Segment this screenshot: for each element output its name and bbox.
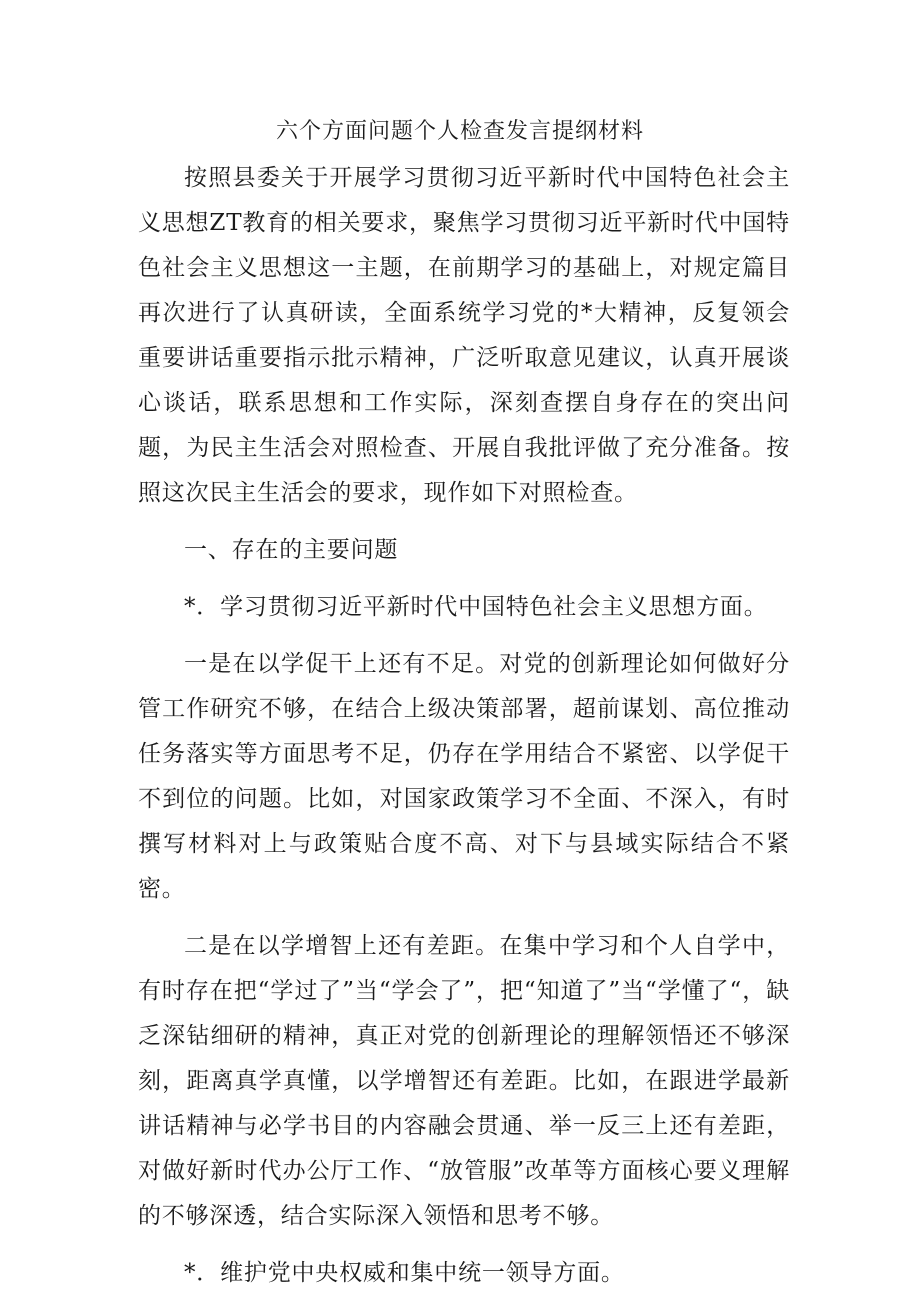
subsection-heading-study: *．学习贯彻习近平新时代中国特色社会主义思想方面。 bbox=[184, 594, 768, 620]
paragraph-intro: 按照县委关于开展学习贯彻习近平新时代中国特色社会主义思想ZT教育的相关要求，聚焦学习贯彻习近平新时代中国特色社会主义思想这一主题，在前期学习的基础上，对规定篇目再次进行了认真研读，全面系统学习党的*大精神，反复领会重要讲话重要指示批示精神，广泛听取意见建议，认真开展谈心谈话，联系思想和工作实际，深刻查摆自身存在的突出问题，为民主生活会对照检查、开展自我批评做了充分准备。按照这次民主生活会的要求，现作如下对照检查。 bbox=[138, 165, 790, 506]
subsection-heading-authority: *．维护党中央权威和集中统一领导方面。 bbox=[184, 1260, 625, 1286]
document-body bbox=[138, 156, 790, 1296]
paragraph-point-two: 二是在以学增智上还有差距。在集中学习和个人自学中，有时存在把“学过了”当“学会了”，把“知道了”当“学懂了“，缺乏深钻细研的精神，真正对党的创新理论的理解领悟还不够深刻，距离真学真懂，以学增智还有差距。比如，在跟进学最新讲话精神与必学书目的内容融会贯通、举一反三上还有差距，对做好新时代办公厅工作、“放管服”改革等方面核心要义理解的不够深透，结合实际深入领悟和思考不够。 bbox=[138, 933, 790, 1229]
paragraph-point-one: 一是在以学促干上还有不足。对党的创新理论如何做好分管工作研究不够，在结合上级决策部署，超前谋划、高位推动任务落实等方面思考不足，仍存在学用结合不紧密、以学促干不到位的问题。比如，对国家政策学习不全面、不深入，有时撰写材料对上与政策贴合度不高、对下与县域实际结合不紧密。 bbox=[138, 651, 790, 902]
document-title: 六个方面问题个人检查发言提纲材料 bbox=[275, 119, 644, 144]
section-heading-main-problems: 一、存在的主要问题 bbox=[184, 537, 399, 563]
